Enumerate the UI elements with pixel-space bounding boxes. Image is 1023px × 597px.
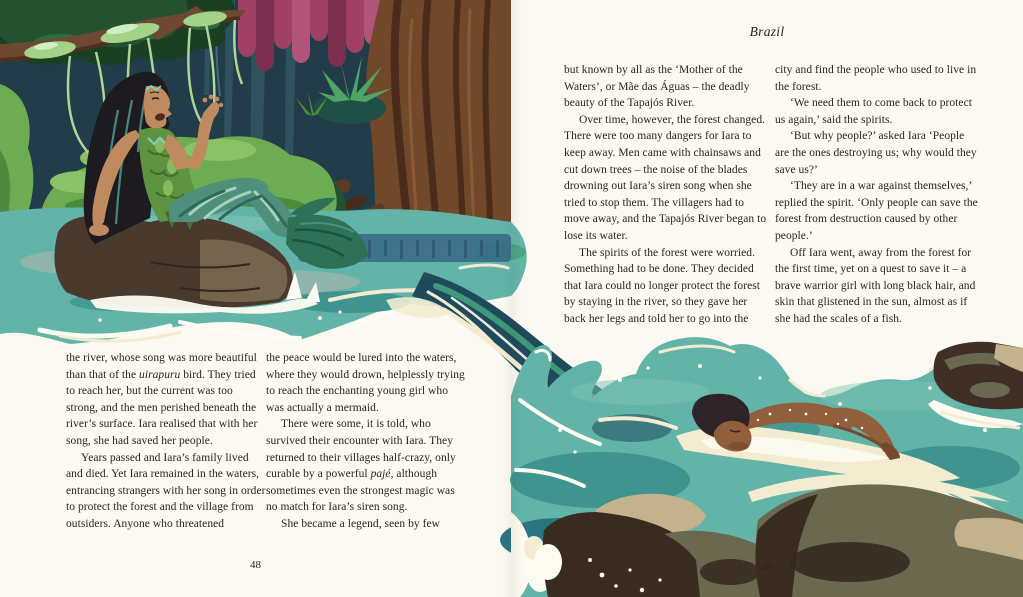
left-page-column-2: the peace would be lured into the waters, where they would drown, helplessly trying to reach the enchanting young girl who was actually a mermaid. There were some, it is told, who survived their encounter with Iara. They returned to their villages half-crazy, only curable by a powerful pajé, although sometimes even the strongest magic was no match for Iara’s siren song. She became a legend, seen by few [266, 352, 465, 530]
left-page-column-1: the river, whose song was more beautiful than that of the uirapuru bird. They tried to reach her, but the current was too strong, and the men perished beneath the river’s surface. Iara realised that with her song, she had saved her people. Years passed and Iara’s family lived and died. Yet Iara remained in the waters, entrancing strangers with her song in order to protect the forest and the village from outsiders. Anyone who threatened [66, 352, 266, 530]
page-number-left: 48 [250, 559, 261, 571]
chapter-header: Brazil [749, 24, 785, 39]
right-page-column-2: city and find the people who used to live in the forest. ‘We need them to come back to protect us again,’ said the spirits. ‘But why people?’ asked Iara ‘People are the ones destroying us; why would they save us?’ ‘They are in a war against themselves,’ replied the spirit. ‘Only people can save the forest from destruction caused by other people.’ Off Iara went, away from the forest for the first time, yet on a quest to save it – a brave warrior girl with long black hair, and skin that glistened in the sun, almost as if she had the scales of a fish. [775, 64, 978, 325]
page-number-right: 49 [761, 561, 773, 573]
right-page-column-1: but known by all as the ‘Mother of the Waters’, or Mãe das Águas – the deadly beauty of the Tapajós River. Over time, however, the forest changed. There were too many dangers for Iara to keep away. Men came with chainsaws and cut down trees – the noise of the blades drowning out Iara’s siren song when she tried to stop them. The villagers had to move away, and the Tapajós River began to lose its water. The spirits of the forest were worried. Something had to be done. They decided that Iara could no longer protect the forest by staying in the river, so they gave her back her legs and told her to go into the [564, 64, 767, 325]
